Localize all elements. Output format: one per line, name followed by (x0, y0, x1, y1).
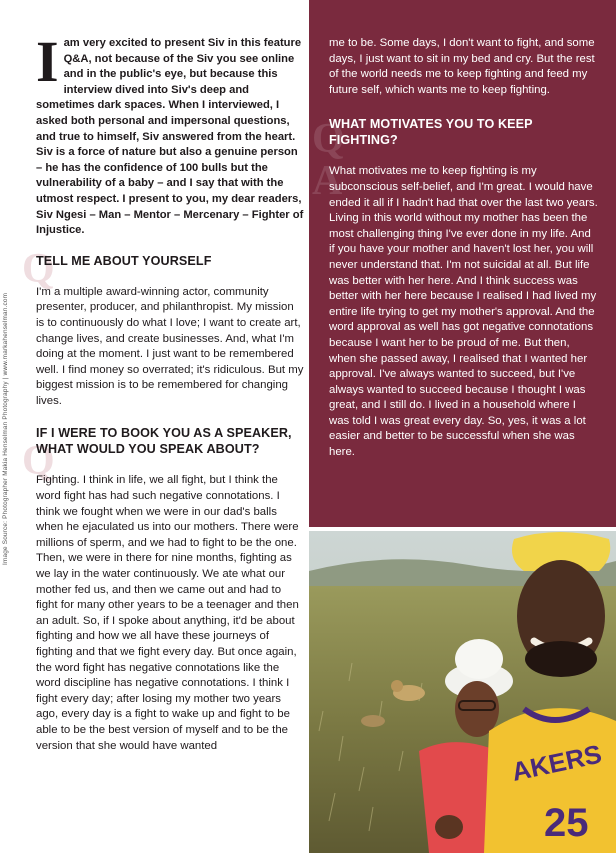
right-column (329, 36, 599, 461)
jersey-text: AKERS (509, 738, 605, 787)
woman-hat-crown (455, 639, 503, 679)
answer-text: I'm a multiple award-winning actor, community presenter, producer, and philanthropist. My mission is to continuously do what I love; I want to create art, change lives, and create businesses. And, what I'm doing at the moment. I just want to be remembered well. I find money so overrated; it's ridiculous. But my biggest mission is to be remembered for changing lives. (36, 285, 304, 407)
question-heading: IF I WERE TO BOOK YOU AS A SPEAKER, WHAT WOULD YOU SPEAK ABOUT? (36, 426, 292, 457)
left-column (36, 29, 304, 754)
question-heading: WHAT MOTIVATES YOU TO KEEP FIGHTING? (329, 117, 533, 148)
lion-head (391, 680, 403, 692)
intro-paragraph (36, 29, 304, 239)
photo-illustration (309, 531, 616, 853)
q-watermark: Q (22, 246, 55, 292)
answer-text: Fighting. I think in life, we all fight, but I think the word fight has had such negative connotations. I think we fought when we were in our dad's balls when he ejaculated us into our mothers. There were millions of sperm, and we had to fight to be the one. Then, we were in there for nine months, fighting as we lay in the water continuously. We ate what our mother fed us, and then we came out and had to fight for many other years to be a teenager and then an adult. So, if I spoke about anything, it'd be about fighting and how we all have these journeys of fighting and that we fight every day. But once again, the word fight has negative connotations like the word discipline has negative connotations. I think I fight every day; after losing my mother two years ago, every day is a fight to wake up and fight to be able to be the best version of myself and to be the version that she would have wanted (36, 474, 299, 752)
held-hands (435, 815, 463, 839)
photo-credit: Image Source: Photographer Makia Henselman Photography | www.markahenselman.com (2, 292, 9, 565)
answer-continuation: me to be. Some days, I don't want to fight, and some days, I just want to sit in my bed and cry. But the rest of the world needs me to keep fighting and feed my future self, which wants me to keep fighting. (329, 37, 595, 96)
answer-text: What motivates me to keep fighting is my subconscious self-belief, and I'm great. I would have ended it all if I hadn't had that over the last two years. Living in this world without my mother has been the most challenging thing I've ever done in my life. And if you have your mother and haven't lost her, you will never understand that. I'm not suicidal at all. But life was better with her here. And I think success was better with her here because I realised I had lived my entire life trying to get my mother's approval. And the word approval as well has got negative connotations because I want her to be proud of me. But then, when she passed away, I realised that I wanted her approval. I've always wanted to succeed, but I've always wanted to succeed because I thought I was great, and I still do. I lived in a household where I was told I was great every day. So, yes, it was a lot easier and better to be successful when she was here. (329, 165, 598, 459)
q-watermark: Q (22, 438, 55, 484)
question-heading: TELL ME ABOUT YOURSELF (36, 253, 212, 268)
man-beard (525, 641, 597, 677)
lion-body (361, 715, 385, 727)
intro-text: am very excited to present Siv in this feature Q&A, not because of the Siv you see online and in the public's eye, but because this interview dived into Siv's deep and sometimes dark spaces. When I interviewed, I asked both personal and impersonal questions, and true to himself, Siv answered from the heart. Siv is a force of nature but also a genuine person – he has the confidence of 100 bulls but the vulnerability of a baby – and I say that with the utmost respect. I present to you, my dear readers, Siv Ngesi – Man – Mentor – Mercenary – Fighter of Injustice. (36, 37, 304, 237)
photo-selfie (309, 531, 616, 853)
jersey-number: 25 (544, 801, 589, 845)
q-watermark: Q (312, 116, 345, 162)
drop-cap: I (36, 29, 59, 94)
a-watermark: A (312, 158, 343, 204)
